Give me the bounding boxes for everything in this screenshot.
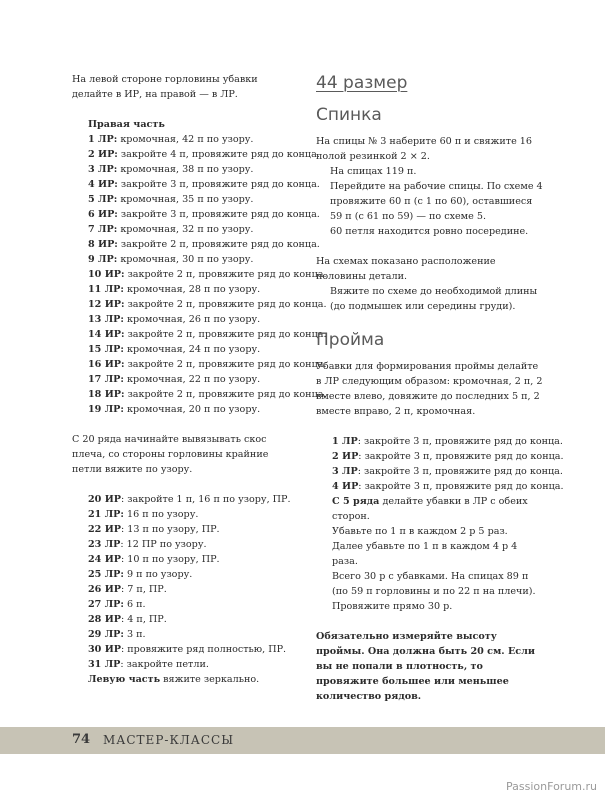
pattern-row: 8 ИР: закройте 2 п, провяжите ряд до конца.	[88, 239, 320, 250]
shoulder-text: С 20 ряда начинайте вывязывать скос плеча, со стороны горловины крайние петли вяжите по узору.	[72, 434, 269, 475]
pattern-row: 20 ИР: закройте 1 п, 16 п по узору, ПР.	[88, 494, 291, 505]
armhole-note: Обязательно измеряйте высоту проймы. Она должна быть 20 см. Если вы не попали в плотность, то провяжите большее или меньшее количество рядов.	[316, 631, 536, 702]
back-paragraph: Перейдите на рабочие спицы. По схеме 4 провяжите 60 п (с 1 по 60), оставшиеся 59 п (с 61 по 59) — по схеме 5.	[330, 181, 543, 222]
back-paragraph: 60 петля находится ровно посередине.	[330, 226, 529, 237]
armhole-straight: Провяжите прямо 30 р.	[332, 601, 453, 612]
pattern-row: 26 ИР: 7 п, ПР.	[88, 584, 167, 595]
pattern-row: 2 ИР: закройте 4 п, провяжите ряд до конца.	[88, 149, 320, 160]
pattern-row: 29 ЛР: 3 п.	[88, 629, 146, 640]
pattern-row: 17 ЛР: кромочная, 22 п по узору.	[88, 374, 261, 385]
pattern-row: 16 ИР: закройте 2 п, провяжите ряд до конца.	[88, 359, 327, 370]
intro-text: На левой стороне горловины убавки делайте в ИР, на правой — в ЛР.	[72, 74, 258, 100]
pattern-row: 30 ИР: провяжите ряд полностью, ПР.	[88, 644, 287, 655]
pattern-row: 14 ИР: закройте 2 п, провяжите ряд до конца.	[88, 329, 327, 340]
armhole-row: 3 ЛР: закройте 3 п, провяжите ряд до конца.	[332, 466, 563, 477]
armhole-row: 4 ИР: закройте 3 п, провяжите ряд до конца.	[332, 481, 564, 492]
pattern-row: 31 ЛР: закройте петли.	[88, 659, 209, 670]
right-part-title: Правая часть	[88, 119, 165, 130]
pattern-row: 12 ИР: закройте 2 п, провяжите ряд до конца.	[88, 299, 327, 310]
pattern-row: 3 ЛР: кромочная, 38 п по узору.	[88, 164, 254, 175]
footer-band	[0, 727, 605, 754]
right-part-rows	[72, 117, 327, 417]
pattern-row: 22 ИР: 13 п по узору, ПР.	[88, 524, 220, 535]
armhole-total: Всего 30 р с убавками. На спицах 89 п (по 59 п горловины и по 22 п на плечи).	[332, 571, 536, 597]
watermark: PassionForum.ru	[506, 780, 597, 793]
back-paragraph: Вяжите по схеме до необходимой длины (до подмышек или середины груди).	[330, 286, 538, 312]
armhole-row5: С 5 ряда делайте убавки в ЛР с обеих сторон.	[332, 496, 528, 522]
pattern-row: 10 ИР: закройте 2 п, провяжите ряд до конца.	[88, 269, 327, 280]
section-title: МАСТЕР-КЛАССЫ	[103, 733, 235, 747]
pattern-row: 13 ЛР: кромочная, 26 п по узору.	[88, 314, 261, 325]
armhole-heading: Пройма	[316, 330, 385, 350]
pattern-row: 1 ЛР: кромочная, 42 п по узору.	[88, 134, 254, 145]
right-column	[316, 72, 564, 704]
left-part-text: Левую часть вяжите зеркально.	[88, 674, 260, 685]
back-paragraph: На схемах показано расположение половины детали.	[316, 256, 496, 282]
pattern-row: 24 ИР: 10 п по узору, ПР.	[88, 554, 220, 565]
pattern-row: 21 ЛР: 16 п по узору.	[88, 509, 199, 520]
pattern-row: 4 ИР: закройте 3 п, провяжите ряд до конца.	[88, 179, 320, 190]
shoulder-rows	[72, 492, 300, 672]
armhole-decrease: Далее убавьте по 1 п в каждом 4 р 4 раза.	[332, 541, 518, 567]
back-paragraph: На спицы № 3 наберите 60 п и свяжите 16 полой резинкой 2 × 2.	[316, 136, 533, 162]
left-column	[72, 72, 327, 687]
pattern-row: 18 ИР: закройте 2 п, провяжите ряд до конца.	[88, 389, 327, 400]
pattern-row: 5 ЛР: кромочная, 35 п по узору.	[88, 194, 254, 205]
armhole-rows	[316, 434, 564, 494]
armhole-decrease: Убавьте по 1 п в каждом 2 р 5 раз.	[332, 526, 508, 537]
pattern-row: 25 ЛР: 9 п по узору.	[88, 569, 193, 580]
pattern-row: 28 ИР: 4 п, ПР.	[88, 614, 167, 625]
pattern-row: 9 ЛР: кромочная, 30 п по узору.	[88, 254, 254, 265]
back-heading: Спинка	[316, 105, 382, 125]
pattern-row: 27 ЛР: 6 п.	[88, 599, 146, 610]
pattern-row: 23 ЛР: 12 ПР по узору.	[88, 539, 207, 550]
size-heading: 44 размер	[316, 73, 408, 93]
armhole-row: 2 ИР: закройте 3 п, провяжите ряд до конца.	[332, 451, 564, 462]
armhole-row: 1 ЛР: закройте 3 п, провяжите ряд до конца.	[332, 436, 563, 447]
pattern-row: 11 ЛР: кромочная, 28 п по узору.	[88, 284, 261, 295]
pattern-row: 6 ИР: закройте 3 п, провяжите ряд до конца.	[88, 209, 320, 220]
pattern-row: 19 ЛР: кромочная, 20 п по узору.	[88, 404, 261, 415]
armhole-paragraph: Убавки для формирования проймы делайте в ЛР следующим образом: кромочная, 2 п, 2 вместе влево, довяжите до последних 5 п, 2 вместе вправо, 2 п, кромочная.	[316, 361, 543, 417]
back-paragraph: На спицах 119 п.	[330, 166, 417, 177]
page-number: 74	[72, 732, 91, 747]
pattern-row: 15 ЛР: кромочная, 24 п по узору.	[88, 344, 261, 355]
pattern-row: 7 ЛР: кромочная, 32 п по узору.	[88, 224, 254, 235]
